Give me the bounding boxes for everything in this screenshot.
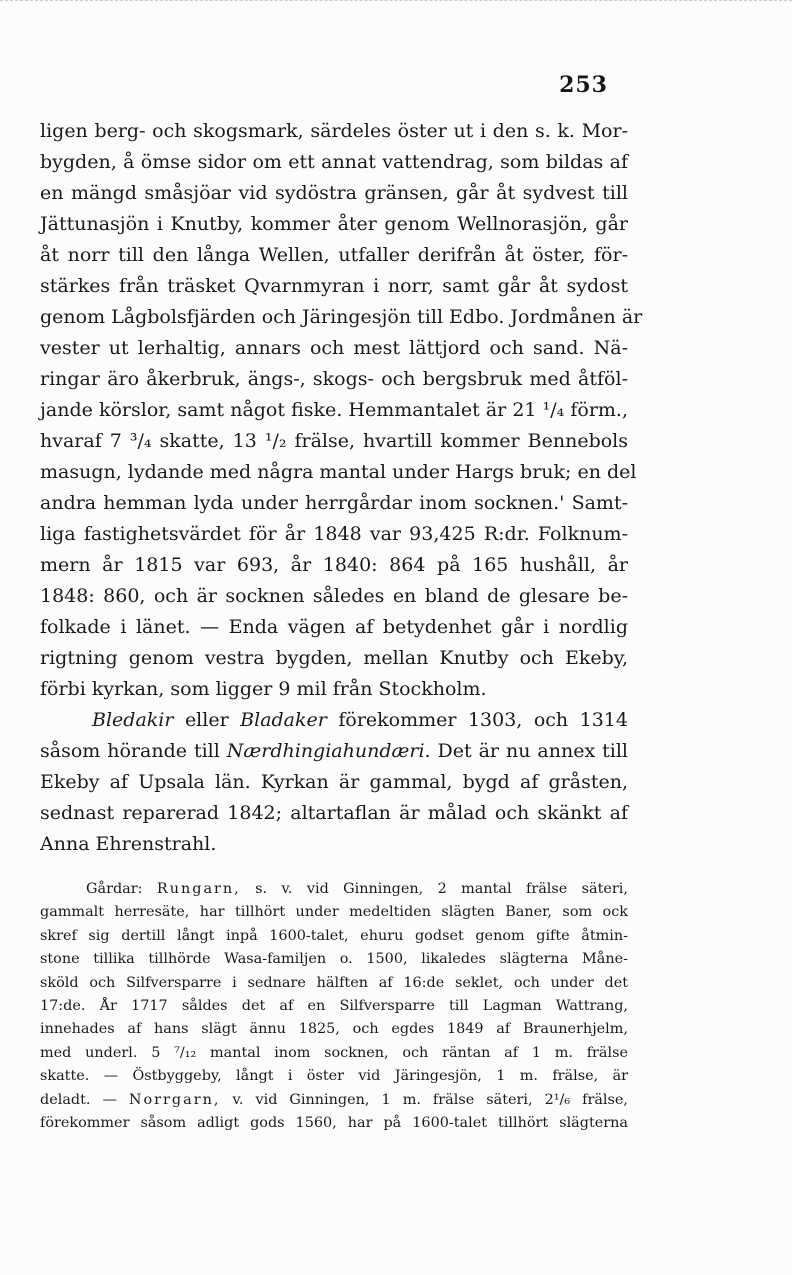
- text-span: förekommer 1303, och 1314: [326, 709, 628, 731]
- paragraph-line: [40, 736, 628, 767]
- footnote-block: [40, 878, 628, 1135]
- text-span: såsom hörande till: [40, 740, 227, 762]
- text-line: masugn, lydande med några mantal under Hargs bruk; en del: [40, 461, 637, 483]
- spaced-name: Norrgarn,: [128, 1091, 221, 1108]
- text-span: Gårdar:: [86, 881, 157, 897]
- note-line: innehades af hans slägt ännu 1825, och egdes 1849 af Braunerhjelm,: [40, 1021, 628, 1038]
- text-line: liga fastighetsvärdet för år 1848 var 93,425 R:dr. Folknum-: [40, 523, 628, 545]
- text-line: jande körslor, samt något fiske. Hemmantalet är 21 ¹/₄ förm.,: [40, 399, 628, 421]
- text-line: förbi kyrkan, som ligger 9 mil från Stockholm.: [40, 678, 487, 700]
- text-line: 1848: 860, och är socknen således en bland de glesare be-: [40, 585, 628, 607]
- text-span: eller: [173, 709, 241, 731]
- text-line: stärkes från träsket Qvarnmyran i norr, samt går åt sydost: [40, 275, 628, 297]
- text-line: åt norr till den långa Wellen, utfaller derifrån åt öster, för-: [40, 244, 628, 266]
- note-line: förekommer såsom adligt gods 1560, har på 1600-talet tillhört slägterna: [40, 1114, 628, 1131]
- text-line: ligen berg- och skogsmark, särdeles öster ut i den s. k. Mor-: [40, 120, 628, 142]
- note-line: gammalt herresäte, har tillhört under medeltiden slägten Baner, som ock: [40, 904, 628, 921]
- text-line: andra hemman lyda under herrgårdar inom socknen.' Samt-: [40, 492, 628, 514]
- paragraph-line: Ekeby af Upsala län. Kyrkan är gammal, bygd af gråsten,: [40, 771, 628, 793]
- note-line: skref sig dertill långt inpå 1600-talet, ehuru godset genom gifte åtmin-: [40, 927, 628, 944]
- text-line: rigtning genom vestra bygden, mellan Knutby och Ekeby,: [40, 647, 628, 669]
- paragraph-line: sednast reparerad 1842; altartaflan är målad och skänkt af: [40, 802, 628, 824]
- text-line: mern år 1815 var 693, år 1840: 864 på 165 hushåll, år: [40, 554, 628, 576]
- main-text: [40, 116, 643, 860]
- note-line: stone tillika tillhörde Wasa-familjen o. 1500, likaledes slägterna Måne-: [40, 951, 628, 968]
- text-line: ringar äro åkerbruk, ängs-, skogs- och bergsbruk med åtföl-: [40, 368, 628, 390]
- top-edge-rule: [0, 0, 792, 6]
- text-line: genom Lågbolsfjärden och Järingesjön till Edbo. Jordmånen är: [40, 306, 643, 328]
- text-line: vester ut lerhaltig, annars och mest lättjord och sand. Nä-: [40, 337, 628, 359]
- note-line: sköld och Silfversparre i sednare hälften af 16:de seklet, och under det: [40, 974, 628, 991]
- paragraph-line: Anna Ehrenstrahl.: [40, 833, 217, 855]
- paragraph-line: [40, 705, 628, 736]
- text-column: [40, 116, 643, 1135]
- text-line: en mängd småsjöar vid sydöstra gränsen, går åt sydvest till: [40, 182, 628, 204]
- note-line: 17:de. År 1717 såldes det af en Silfversparre till Lagman Wattrang,: [40, 997, 628, 1014]
- note-line: [40, 1089, 628, 1112]
- note-line: [40, 878, 628, 901]
- page-number: 253: [559, 72, 608, 98]
- text-line: Jättunasjön i Knutby, kommer åter genom Wellnorasjön, går: [40, 213, 628, 235]
- note-line: med underl. 5 ⁷/₁₂ mantal inom socknen, och räntan af 1 m. frälse: [40, 1044, 628, 1061]
- note-line: skatte. — Östbyggeby, långt i öster vid Järingesjön, 1 m. frälse, är: [40, 1068, 628, 1085]
- text-line: hvaraf 7 ³/₄ skatte, 13 ¹/₂ frälse, hvartill kommer Bennebols: [40, 430, 628, 452]
- text-span: deladt. —: [40, 1091, 129, 1108]
- text-line: bygden, å ömse sidor om ett annat vattendrag, som bildas af: [40, 151, 628, 173]
- text-span: Det är nu annex till: [430, 740, 629, 762]
- italic-name: Nærdhingiahundæri.: [226, 740, 431, 762]
- italic-name: Bledakir: [92, 709, 174, 731]
- italic-name: Bladaker: [240, 709, 327, 731]
- text-span: v. vid Ginningen, 1 m. frälse säteri, 2¹/₆ frälse,: [220, 1091, 628, 1108]
- spaced-name: Rungarn,: [156, 881, 241, 897]
- text-line: folkade i länet. — Enda vägen af betydenhet går i nordlig: [40, 616, 628, 638]
- text-span: s. v. vid Ginningen, 2 mantal frälse säteri,: [240, 881, 628, 897]
